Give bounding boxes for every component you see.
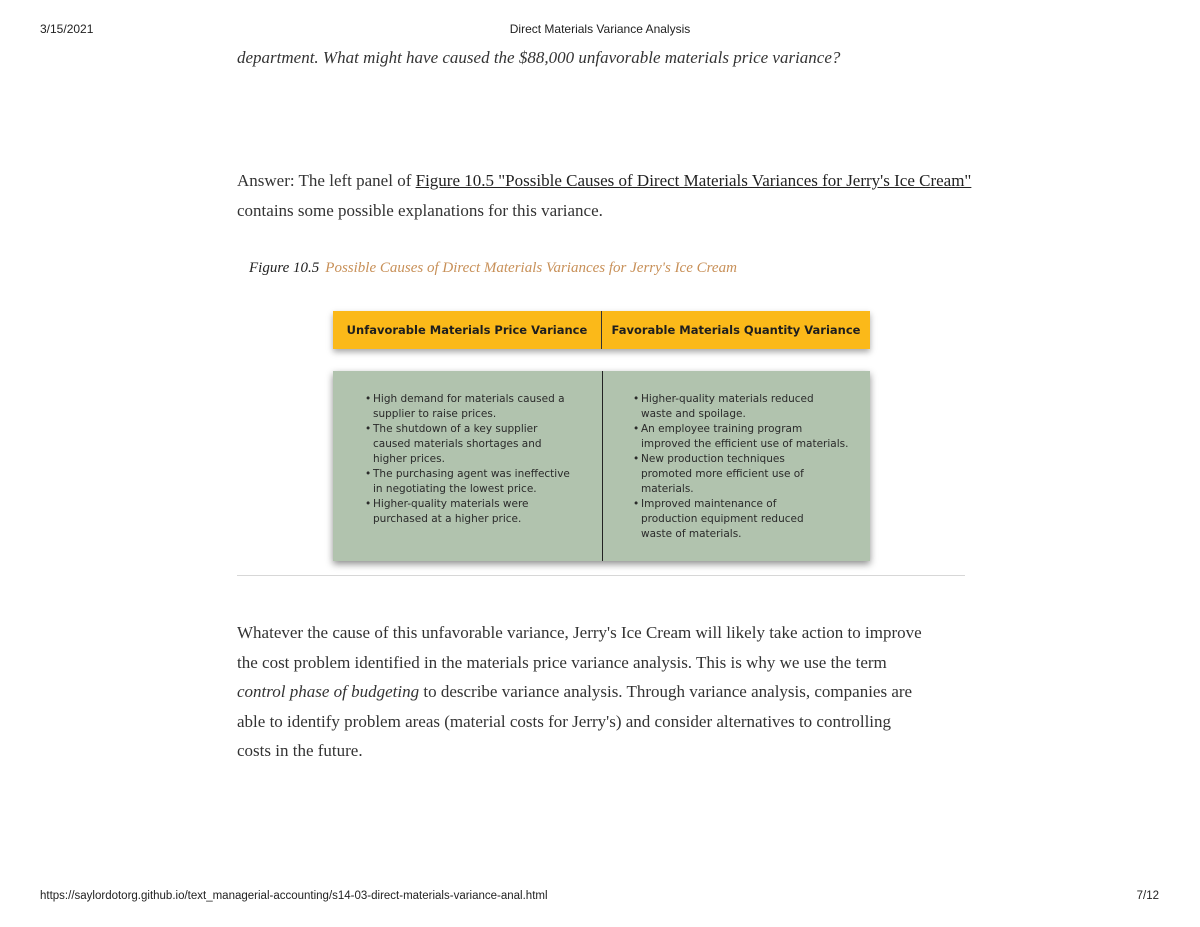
list-item: • An employee training program improved the efficient use of materials. [633, 422, 870, 452]
emphasized-term: control phase of budgeting [237, 682, 420, 701]
list-item: • The shutdown of a key supplier caused materials shortages and higher prices. [365, 422, 602, 467]
print-date: 3/15/2021 [40, 22, 94, 36]
figure-body [333, 371, 870, 561]
print-footer-url: https://saylordotorg.github.io/text_managerial-accounting/s14-03-direct-materials-variance-anal.html [40, 890, 548, 902]
answer-tail: contains some possible explanations for this variance. [237, 201, 603, 220]
paragraph-line: the cost problem identified in the materials price variance analysis. This is why we use the term [237, 652, 887, 672]
figure-caption [249, 260, 737, 277]
paragraph-text: to describe variance analysis. Through variance analysis, companies are [419, 682, 913, 701]
print-page-number: 7/12 [1136, 890, 1159, 902]
paragraph-line: Whatever the cause of this unfavorable variance, Jerry's Ice Cream will likely take action to improve [237, 623, 922, 642]
left-panel-header: Unfavorable Materials Price Variance [346, 323, 588, 337]
figure-number: Figure 10.5 [249, 260, 320, 276]
list-item: • Improved maintenance of production equipment reduced waste of materials. [633, 497, 870, 542]
question-text: department. What might have caused the $88,000 unfavorable materials price variance? [237, 48, 841, 67]
figure-variance-causes [333, 311, 870, 561]
list-item: • Higher-quality materials were purchased at a higher price. [365, 497, 602, 527]
list-item: • New production techniques promoted more efficient use of materials. [633, 452, 870, 497]
right-panel-header: Favorable Materials Quantity Variance [601, 311, 870, 349]
paragraph-line: able to identify problem areas (material costs for Jerry's) and consider alternatives to controlling [237, 711, 892, 731]
list-item: • High demand for materials caused a supplier to raise prices. [365, 392, 602, 422]
figure-link[interactable]: Figure 10.5 "Possible Causes of Direct Materials Variances for Jerry's Ice Cream" [415, 171, 972, 190]
figure-title: Possible Causes of Direct Materials Variances for Jerry's Ice Cream [325, 260, 737, 276]
left-panel [333, 371, 602, 561]
print-page-title: Direct Materials Variance Analysis [509, 22, 691, 36]
answer-lead: Answer: The left panel of [237, 171, 416, 190]
paragraph-line: costs in the future. [237, 741, 363, 760]
list-item: • The purchasing agent was ineffective in negotiating the lowest price. [365, 467, 602, 497]
answer-paragraph [237, 166, 977, 226]
figure-header-bar [333, 311, 870, 349]
body-paragraph [237, 618, 967, 766]
list-item: • Higher-quality materials reduced waste and spoilage. [633, 392, 870, 422]
divider [237, 575, 965, 576]
paragraph-line [237, 677, 967, 707]
right-panel [602, 371, 870, 561]
